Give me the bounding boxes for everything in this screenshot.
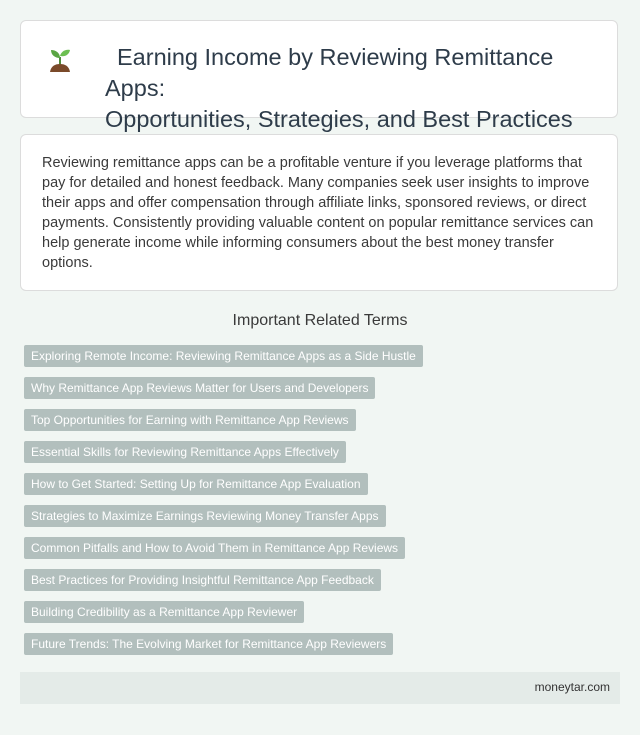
- footer-bar: [20, 672, 620, 704]
- page-title: [45, 42, 605, 135]
- related-term-link[interactable]: Why Remittance App Reviews Matter for Users and Developers: [24, 377, 375, 399]
- related-term-link[interactable]: Building Credibility as a Remittance App Reviewer: [24, 601, 304, 623]
- page-title-line1: Earning Income by Reviewing Remittance Apps:: [105, 44, 554, 101]
- related-term-link[interactable]: Exploring Remote Income: Reviewing Remittance Apps as a Side Hustle: [24, 345, 423, 367]
- related-terms-heading: Important Related Terms: [232, 312, 408, 329]
- related-term-link[interactable]: How to Get Started: Setting Up for Remittance App Evaluation: [24, 473, 368, 495]
- title-block: [45, 42, 605, 135]
- related-term-link[interactable]: Essential Skills for Reviewing Remittance Apps Effectively: [24, 441, 346, 463]
- related-terms-list: [24, 345, 618, 665]
- related-term-link[interactable]: Common Pitfalls and How to Avoid Them in Remittance App Reviews: [24, 537, 405, 559]
- related-term-link[interactable]: Best Practices for Providing Insightful Remittance App Feedback: [24, 569, 381, 591]
- intro-text: Reviewing remittance apps can be a profitable venture if you leverage platforms that pay for detailed and honest feedback. Many companies seek user insights to improve their apps and offer compensation through affiliate links, sponsored reviews, or direct payments. Consistently providing valuable content on popular remittance services can help generate income while informing consumers about the best money transfer options.: [42, 155, 594, 271]
- site-link[interactable]: moneytar.com: [534, 680, 610, 694]
- related-term-link[interactable]: Future Trends: The Evolving Market for Remittance App Reviewers: [24, 633, 393, 655]
- title-card: [20, 20, 618, 132]
- sprout-icon: [45, 44, 75, 74]
- intro-card: [20, 134, 618, 291]
- page-title-line2: Opportunities, Strategies, and Best Practices: [105, 106, 573, 132]
- related-term-link[interactable]: Strategies to Maximize Earnings Reviewing Money Transfer Apps: [24, 505, 386, 527]
- related-term-link[interactable]: Top Opportunities for Earning with Remittance App Reviews: [24, 409, 356, 431]
